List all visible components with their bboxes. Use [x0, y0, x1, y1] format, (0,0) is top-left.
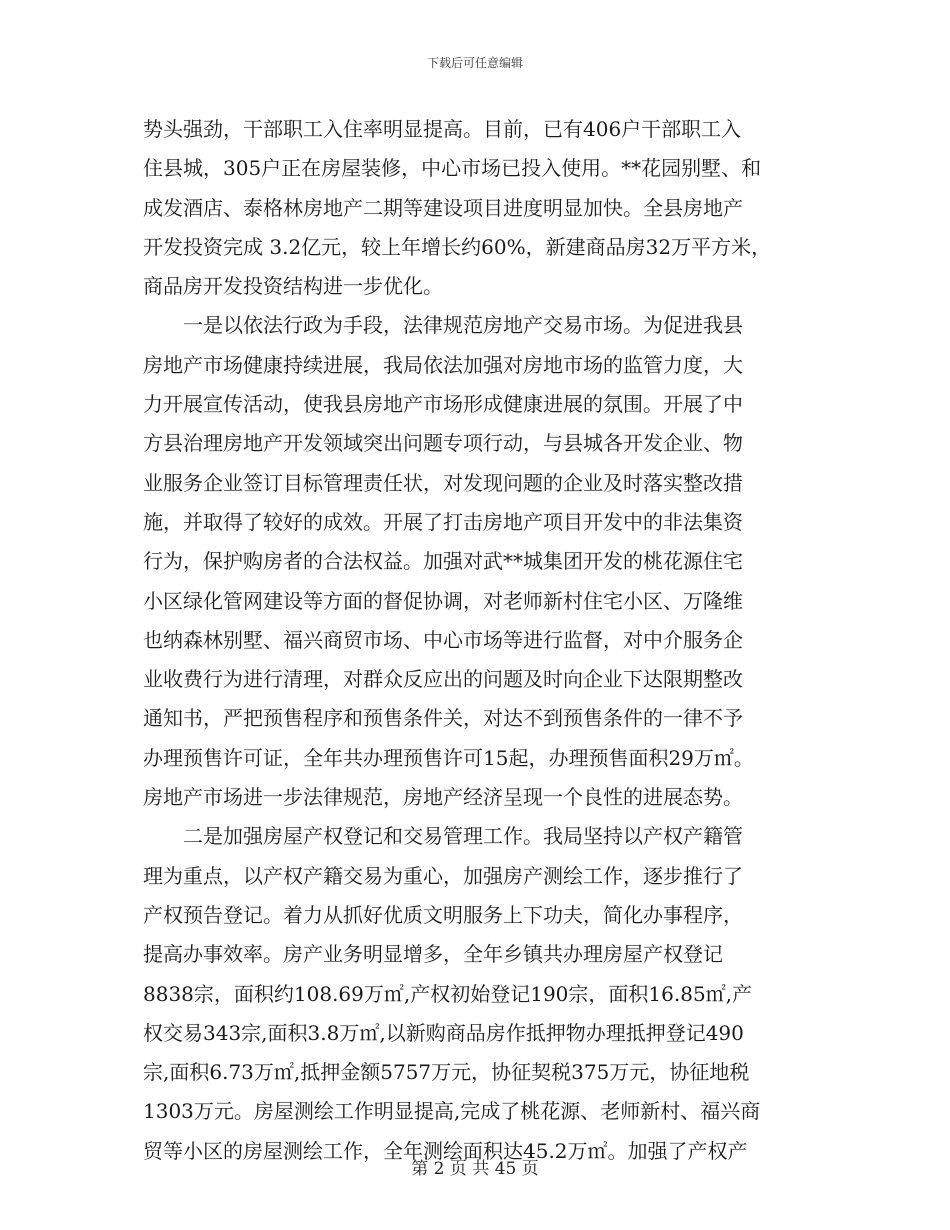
document-body: [143, 110, 808, 1171]
text-line: 二是加强房屋产权登记和交易管理工作。我局坚持以产权产籍管: [143, 824, 743, 849]
text-line: 业服务企业签订目标管理责任状，对发现问题的企业及时落实整改措: [143, 470, 743, 495]
page-header: 下载后可任意编辑: [426, 56, 523, 70]
text-line: 业收费行为进行清理，对群众反应出的问题及时向企业下达限期整改: [143, 667, 743, 692]
text-line: 宗,面积6.73万㎡,抵押金额5757万元，协征契税375万元，协征地税: [143, 1060, 750, 1085]
text-line: 一是以依法行政为手段，法律规范房地产交易市场。为促进我县: [143, 313, 743, 338]
text-line: 办理预售许可证，全年共办理预售许可15起，办理预售面积29万㎡。: [143, 745, 754, 770]
text-line: 商品房开发投资结构进一步优化。: [143, 274, 443, 299]
text-line: 开发投资完成 3.2亿元，较上年增长约60%，新建商品房32万平方米，: [143, 234, 772, 259]
text-line: 力开展宣传活动，使我县房地产市场形成健康进展的氛围。开展了中: [143, 392, 743, 417]
text-line: 8838宗，面积约108.69万㎡,产权初始登记190宗，面积16.85㎡,产: [143, 981, 753, 1006]
text-line: 权交易343宗,面积3.8万㎡,以新购商品房作抵押物办理抵押登记490: [143, 1020, 744, 1045]
text-line: 也纳森林别墅、福兴商贸市场、中心市场等进行监督，对中介服务企: [143, 627, 743, 652]
text-line: 小区绿化管网建设等方面的督促协调，对老师新村住宅小区、万隆维: [143, 588, 743, 613]
page-number-footer: 第 2 页 共 45 页: [411, 1159, 539, 1179]
text-line: 行为，保护购房者的合法权益。加强对武**城集团开发的桃花源住宅: [143, 549, 743, 574]
text-line: 提高办事效率。房产业务明显增多，全年乡镇共办理房屋产权登记: [143, 942, 723, 967]
text-line: 势头强劲，干部职工入住率明显提高。目前，已有406户干部职工入: [143, 117, 742, 141]
text-line: 方县治理房地产开发领域突出问题专项行动，与县城各开发企业、物: [143, 431, 743, 456]
text-line: 产权预告登记。着力从抓好优质文明服务上下功夫，简化办事程序，: [143, 902, 743, 927]
text-line: 住县城，305户正在房屋装修，中心市场已投入使用。**花园别墅、和: [143, 156, 762, 181]
text-line: 成发酒店、泰格林房地产二期等建设项目进度明显加快。全县房地产: [143, 195, 743, 220]
text-line: 1303万元。房屋测绘工作明显提高,完成了桃花源、老师新村、福兴商: [143, 1099, 761, 1124]
text-line: 理为重点，以产权产籍交易为重心，加强房产测绘工作，逐步推行了: [143, 863, 743, 888]
text-line: 通知书，严把预售程序和预售条件关，对达不到预售条件的一律不予: [143, 706, 743, 731]
text-line: 贸等小区的房屋测绘工作，全年测绘面积达45.2万㎡。加强了产权产: [143, 1138, 748, 1163]
text-line: 房地产市场健康持续进展，我局依法加强对房地市场的监管力度，大: [143, 352, 743, 377]
text-line: 房地产市场进一步法律规范，房地产经济呈现一个良性的进展态势。: [143, 785, 743, 810]
text-line: 施，并取得了较好的成效。开展了打击房地产项目开发中的非法集资: [143, 509, 743, 534]
